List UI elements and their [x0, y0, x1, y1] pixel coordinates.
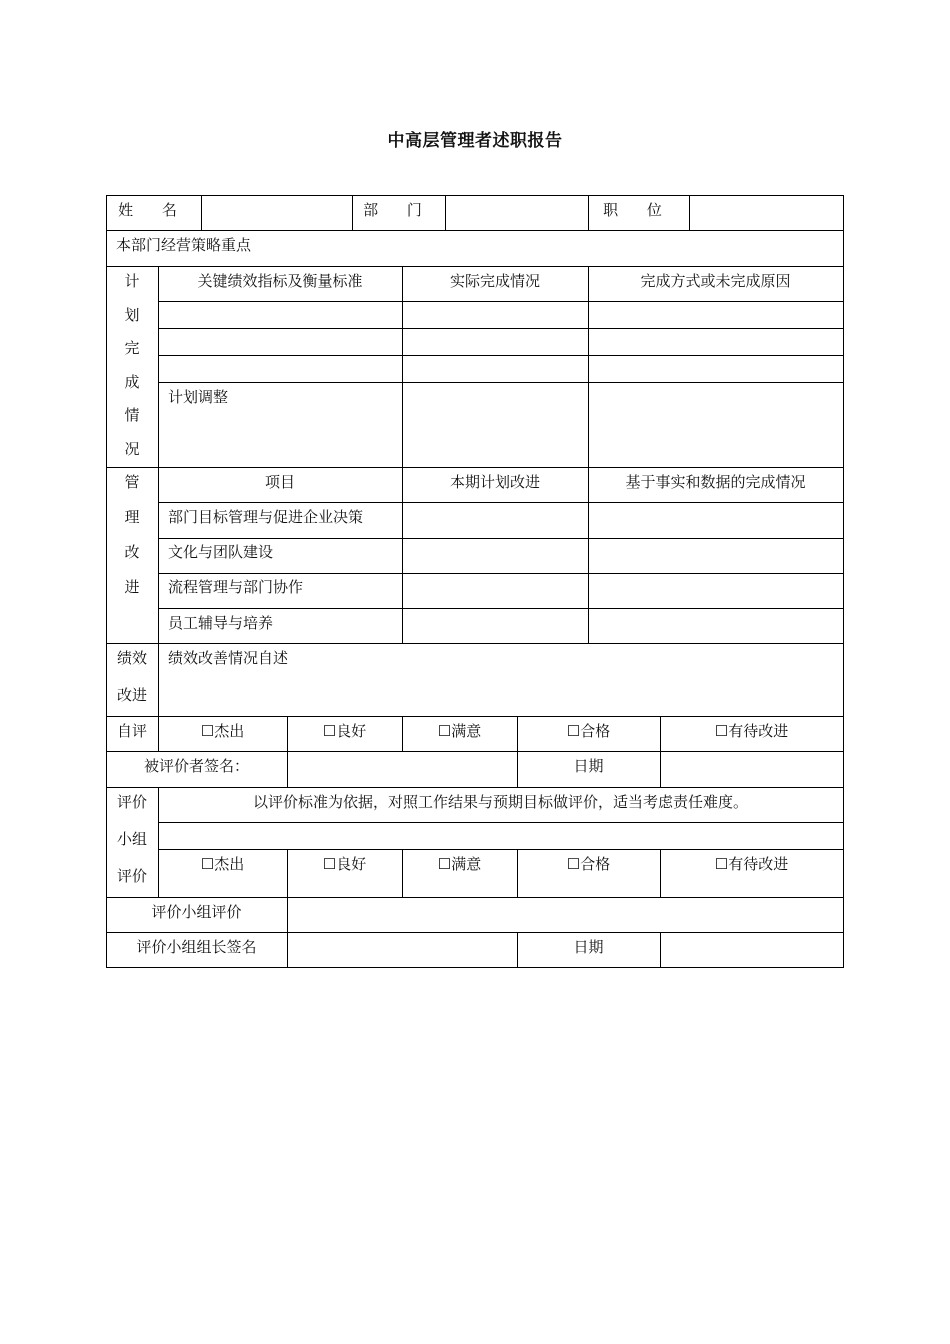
plan-side-char: 成: [124, 372, 140, 391]
grid-line: [158, 573, 844, 574]
self-eval-option-excellent[interactable]: ☐杰出: [200, 722, 245, 740]
grid-line: [158, 301, 844, 302]
leader-signature-label: 评价小组组长签名: [136, 938, 257, 956]
self-eval-label: 自评: [116, 722, 147, 740]
perf-self-statement: 绩效改善情况自述: [168, 649, 289, 667]
mgmt-side-char: 进: [124, 578, 140, 596]
group-eval-option-good[interactable]: ☐良好: [322, 855, 367, 873]
group-eval-option-excellent[interactable]: ☐杰出: [200, 855, 245, 873]
plan-col-actual: 实际完成情况: [449, 272, 540, 290]
grid-line: [106, 230, 844, 231]
plan-side-char: 情: [124, 406, 140, 424]
position-label: 职 位: [603, 201, 674, 219]
grid-line: [158, 266, 159, 716]
mgmt-side-label: [122, 473, 142, 613]
leader-signature-field[interactable]: [288, 933, 517, 967]
plan-col-kpi: 关键绩效指标及衡量标准: [197, 272, 363, 290]
plan-adjust-label: 计划调整: [168, 388, 229, 406]
signature-date-label: 日期: [573, 757, 604, 775]
grid-line: [106, 266, 844, 267]
self-eval-option-pass[interactable]: ☐合格: [566, 722, 611, 740]
mgmt-item: 流程管理与部门协作: [168, 578, 304, 596]
mgmt-side-char: 理: [124, 508, 140, 526]
name-label: 姓 名: [118, 201, 189, 219]
grid-line: [158, 608, 844, 609]
group-eval-instruction: 以评价标准为依据，对照工作结果与预期目标做评价，适当考虑责任难度。: [252, 793, 748, 811]
name-field[interactable]: [202, 196, 352, 230]
mgmt-item: 员工辅导与培养: [168, 614, 274, 632]
mgmt-col-result: 基于事实和数据的完成情况: [625, 473, 806, 491]
mgmt-col-item: 项目: [264, 473, 295, 491]
leader-date-label: 日期: [573, 938, 604, 956]
grid-line: [158, 382, 844, 383]
plan-side-char: 划: [124, 305, 140, 324]
grid-line: [106, 467, 844, 468]
plan-side-char: 况: [124, 439, 140, 458]
table-border-right: [843, 195, 844, 968]
page-title: 中高层管理者述职报告: [387, 131, 563, 151]
mgmt-item: 部门目标管理与促进企业决策: [168, 508, 364, 526]
mgmt-item: 文化与团队建设: [168, 543, 274, 561]
table-border-bottom: [106, 967, 844, 968]
dept-field[interactable]: [446, 196, 588, 230]
mgmt-side-char: 改: [124, 543, 140, 561]
group-eval-side-word: 评价: [116, 867, 147, 885]
plan-side-char: 计: [124, 272, 140, 290]
group-eval-field[interactable]: [288, 898, 843, 932]
group-eval-option-satisfactory[interactable]: ☐满意: [437, 855, 482, 873]
grid-line: [158, 502, 844, 503]
table-border-left: [106, 195, 107, 968]
grid-line: [402, 266, 403, 643]
signature-date-field[interactable]: [661, 752, 843, 787]
perf-side-word: 改进: [116, 686, 147, 704]
evaluee-signature-field[interactable]: [288, 752, 517, 787]
perf-side-label: [112, 649, 152, 723]
grid-line: [158, 328, 844, 329]
leader-date-field[interactable]: [661, 933, 843, 967]
self-eval-option-satisfactory[interactable]: ☐满意: [437, 722, 482, 740]
self-eval-option-needs-improvement[interactable]: ☐有待改进: [714, 722, 789, 740]
group-eval-side-label: [112, 793, 152, 904]
grid-line: [158, 849, 844, 850]
self-eval-option-good[interactable]: ☐良好: [322, 722, 367, 740]
evaluee-signature-label: 被评价者签名：: [143, 757, 249, 775]
grid-line: [106, 643, 844, 644]
plan-side-label: [122, 272, 142, 473]
mgmt-col-plan: 本期计划改进: [449, 473, 540, 491]
group-eval-side-word: 评价: [116, 793, 147, 811]
plan-side-char: 完: [124, 339, 140, 357]
strategy-label: 本部门经营策略重点: [116, 236, 252, 254]
grid-line: [106, 787, 844, 788]
plan-col-reason: 完成方式或未完成原因: [640, 272, 791, 290]
group-eval-side-word: 小组: [116, 830, 147, 848]
grid-line: [588, 266, 589, 643]
group-eval-option-pass[interactable]: ☐合格: [566, 855, 611, 873]
group-eval-option-needs-improvement[interactable]: ☐有待改进: [714, 855, 789, 873]
position-field[interactable]: [690, 196, 843, 230]
grid-line: [158, 538, 844, 539]
grid-line: [158, 355, 844, 356]
dept-label: 部 门: [363, 201, 434, 219]
mgmt-side-char: 管: [124, 473, 140, 491]
grid-line: [106, 716, 844, 717]
grid-line: [158, 822, 844, 823]
group-eval-label: 评价小组评价: [151, 903, 242, 921]
perf-side-word: 绩效: [116, 649, 147, 667]
